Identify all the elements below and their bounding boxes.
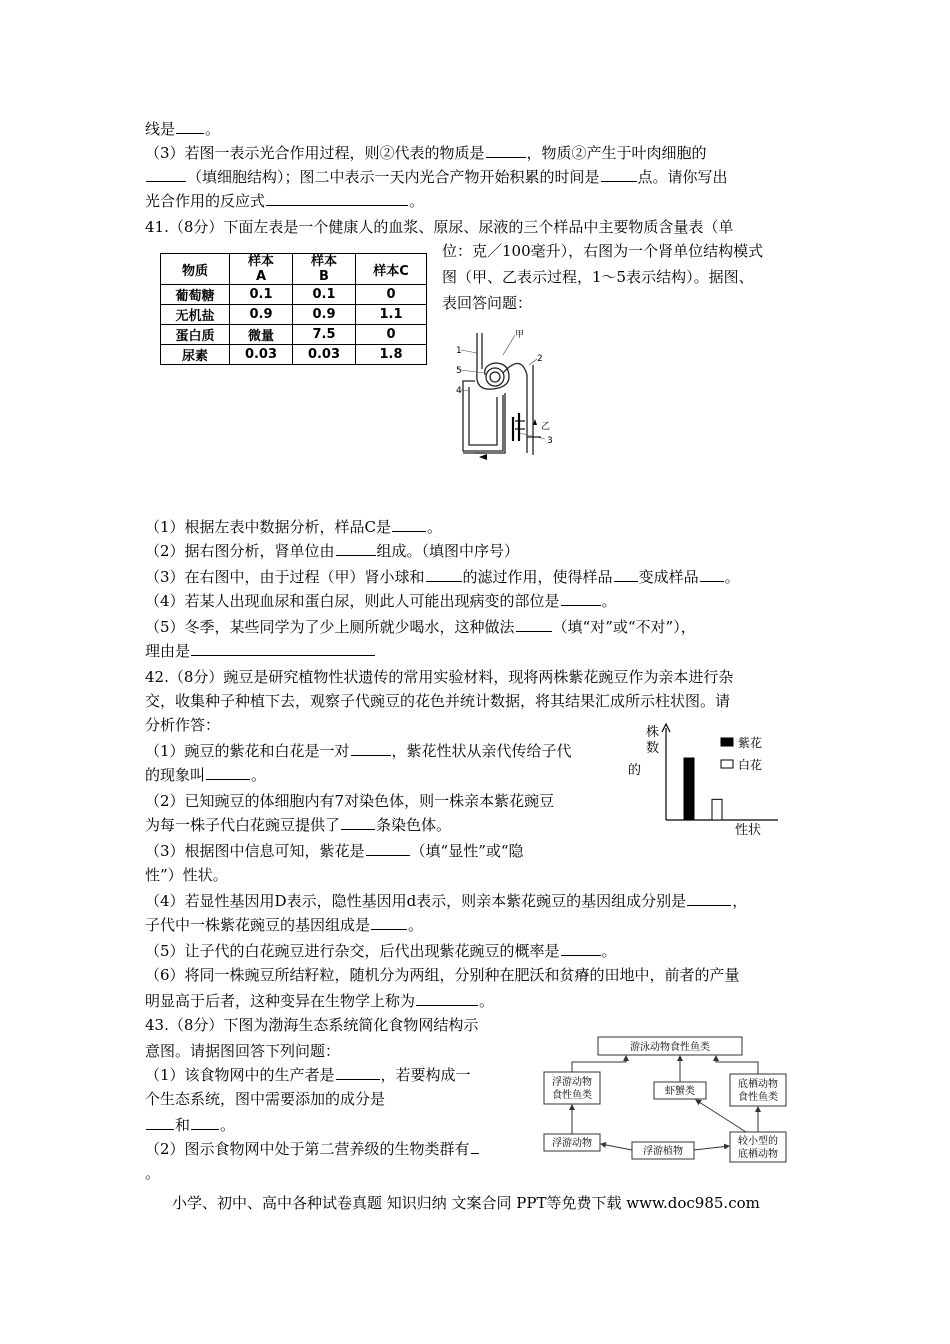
table-cell: 0.9 — [293, 305, 356, 325]
text-line: 表回答问题： — [442, 294, 533, 312]
text-line: （填细胞结构）；图二中表示一天内光合产物开始积累的时间是 点。请你写出 — [145, 166, 728, 188]
label-1: 1 — [456, 346, 462, 356]
label-5: 5 — [456, 366, 462, 376]
text-line: 个生态系统，图中需要添加的成分是 — [145, 1090, 386, 1108]
table-row — [161, 325, 427, 345]
node-plankton-fish-1: 浮游动物 — [552, 1077, 592, 1088]
table-header: 样本A — [230, 254, 293, 285]
text-line: 性”）性状。 — [145, 866, 228, 884]
table-cell: 0.1 — [293, 285, 356, 305]
node-small-benthic-2: 底栖动物 — [738, 1149, 778, 1160]
text-line: 为每一株子代白花豌豆提供了 条染色体。 — [145, 816, 452, 834]
q42-6: （6）将同一株豌豆所结籽粒，随机分为两组，分别种在肥沃和贫瘠的田地中，前者的产量 — [145, 966, 740, 984]
y-axis-label-2: 数 — [646, 741, 660, 756]
text-line: 分析作答： — [145, 716, 221, 734]
table-cell: 0 — [356, 325, 427, 345]
q42-4: （4）若显性基因用D表示，隐性基因用d表示，则亲本紫花豌豆的基因组成分别是 ， — [145, 892, 748, 910]
q41-4: （4）若某人出现血尿和蛋白尿，则此人可能出现病变的部位是 。 — [145, 592, 617, 610]
q41-5: （5）冬季，某些同学为了少上厕所就少喝水，这种做法 （填“对”或“不对”）， — [145, 618, 696, 636]
question-3: （3）若图一表示光合作用过程，则②代表的物质是 ，物质②产生于叶肉细胞的 — [145, 144, 707, 162]
question-42: 42.（8分）豌豆是研究植物性状遗传的常用实验材料，现将两株紫花豌豆作为亲本进行杂 — [145, 668, 734, 686]
legend-swatch-purple — [721, 738, 733, 746]
text-line: 位：克／100毫升），右图为一个肾单位结构模式 — [442, 242, 764, 260]
text-line: 。 — [145, 1164, 161, 1182]
q41-3: （3）在右图中，由于过程（甲）肾小球和 的滤过作用，使得样品 变成样品 。 — [145, 568, 740, 586]
q42-2: （2）已知豌豆的体细胞内有7对染色体，则一株亲本紫花豌豆 — [145, 792, 555, 810]
q42-3: （3）根据图中信息可知，紫花是 （填“显性”或“隐 — [145, 842, 524, 860]
q43-2: （2）图示食物网中处于第二营养级的生物类群有 — [145, 1138, 480, 1160]
node-benthic-fish-2: 食性鱼类 — [738, 1092, 778, 1103]
text-line: 光合作用的反应式 。 — [145, 192, 425, 210]
text-line: 子代中一株紫花豌豆的基因组成是 。 — [145, 916, 424, 934]
table-row — [161, 305, 427, 325]
label-3: 3 — [547, 436, 553, 446]
question-41: 41.（8分）下面左表是一个健康人的血浆、原尿、尿液的三个样品中主要物质含量表（单 — [145, 218, 734, 236]
y-axis-label-1: 株 — [646, 725, 660, 740]
table-cell: 葡萄糖 — [161, 285, 230, 305]
table-cell: 无机盐 — [161, 305, 230, 325]
table-cell: 0.9 — [230, 305, 293, 325]
text-line: 意图。请据图回答下列问题： — [145, 1042, 341, 1060]
pea-bar-chart — [628, 722, 793, 837]
q42-5: （5）让子代的白花豌豆进行杂交，后代出现紫花豌豆的概率是 。 — [145, 942, 617, 960]
legend-purple: 紫花 — [738, 736, 763, 750]
text-line: 理由是 — [145, 640, 376, 662]
table-cell: 微量 — [230, 325, 293, 345]
x-axis-label: 性状 — [735, 823, 762, 837]
table-cell: 0.03 — [293, 345, 356, 365]
table-cell: 1.1 — [356, 305, 427, 325]
node-zooplankton: 浮游动物 — [552, 1138, 592, 1149]
page-footer: 小学、初中、高中各种试卷真题 知识归纳 文案合同 PPT等免费下载 www.doc985.com — [172, 1194, 760, 1212]
nephron-diagram — [455, 325, 560, 465]
table-cell: 0 — [356, 285, 427, 305]
q41-1: （1）根据左表中数据分析，样品C是 。 — [145, 518, 443, 536]
node-benthic-fish-1: 底栖动物 — [738, 1079, 778, 1090]
q42-1: （1）豌豆的紫花和白花是一对 ，紫花性状从亲代传给子代 — [145, 742, 572, 760]
food-web-diagram — [536, 1034, 794, 1164]
node-shrimp: 虾蟹类 — [665, 1086, 695, 1097]
bar-purple — [684, 758, 694, 820]
table-cell: 尿素 — [161, 345, 230, 365]
data-table — [160, 253, 427, 365]
table-header: 样本B — [293, 254, 356, 285]
node-phytoplankton: 浮游植物 — [643, 1146, 683, 1157]
node-top: 游泳动物食性鱼类 — [630, 1042, 710, 1053]
text-line: 图（甲、乙表示过程，1～5表示结构）。据图、 — [442, 268, 754, 286]
node-small-benthic-1: 较小型的 — [738, 1136, 778, 1147]
table-row — [161, 285, 427, 305]
q41-2: （2）据右图分析，肾单位由 组成。（填图中序号） — [145, 542, 520, 560]
table-cell: 0.03 — [230, 345, 293, 365]
legend-swatch-white — [721, 760, 733, 768]
legend-white: 白花 — [738, 758, 763, 772]
table-cell: 蛋白质 — [161, 325, 230, 345]
q43-1: （1）该食物网中的生产者是 ，若要构成一 — [145, 1066, 471, 1084]
text-line: 交，收集种子种植下去，观察子代豌豆的花色并统计数据，将其结果汇成所示柱状图。请 — [145, 692, 731, 710]
label-jia: 甲 — [515, 330, 525, 340]
text-line: 线是 。 — [145, 120, 221, 138]
node-plankton-fish-2: 食性鱼类 — [552, 1090, 592, 1101]
label-yi: 乙 — [541, 422, 551, 432]
text-line: 和 。 — [145, 1114, 235, 1136]
table-header: 样本C — [356, 254, 427, 285]
table-cell: 1.8 — [356, 345, 427, 365]
table-header: 物质 — [161, 254, 230, 285]
bar-white — [712, 799, 722, 820]
label-2: 2 — [537, 354, 543, 364]
question-43: 43.（8分）下图为渤海生态系统简化食物网结构示 — [145, 1016, 479, 1034]
chart-side-text: 的 — [628, 763, 642, 778]
table-row — [161, 345, 427, 365]
label-4: 4 — [456, 386, 462, 396]
table-cell: 0.1 — [230, 285, 293, 305]
table-cell: 7.5 — [293, 325, 356, 345]
text-line: 明显高于后者，这种变异在生物学上称为 。 — [145, 992, 495, 1010]
text-line: 的现象叫 。 — [145, 766, 267, 784]
